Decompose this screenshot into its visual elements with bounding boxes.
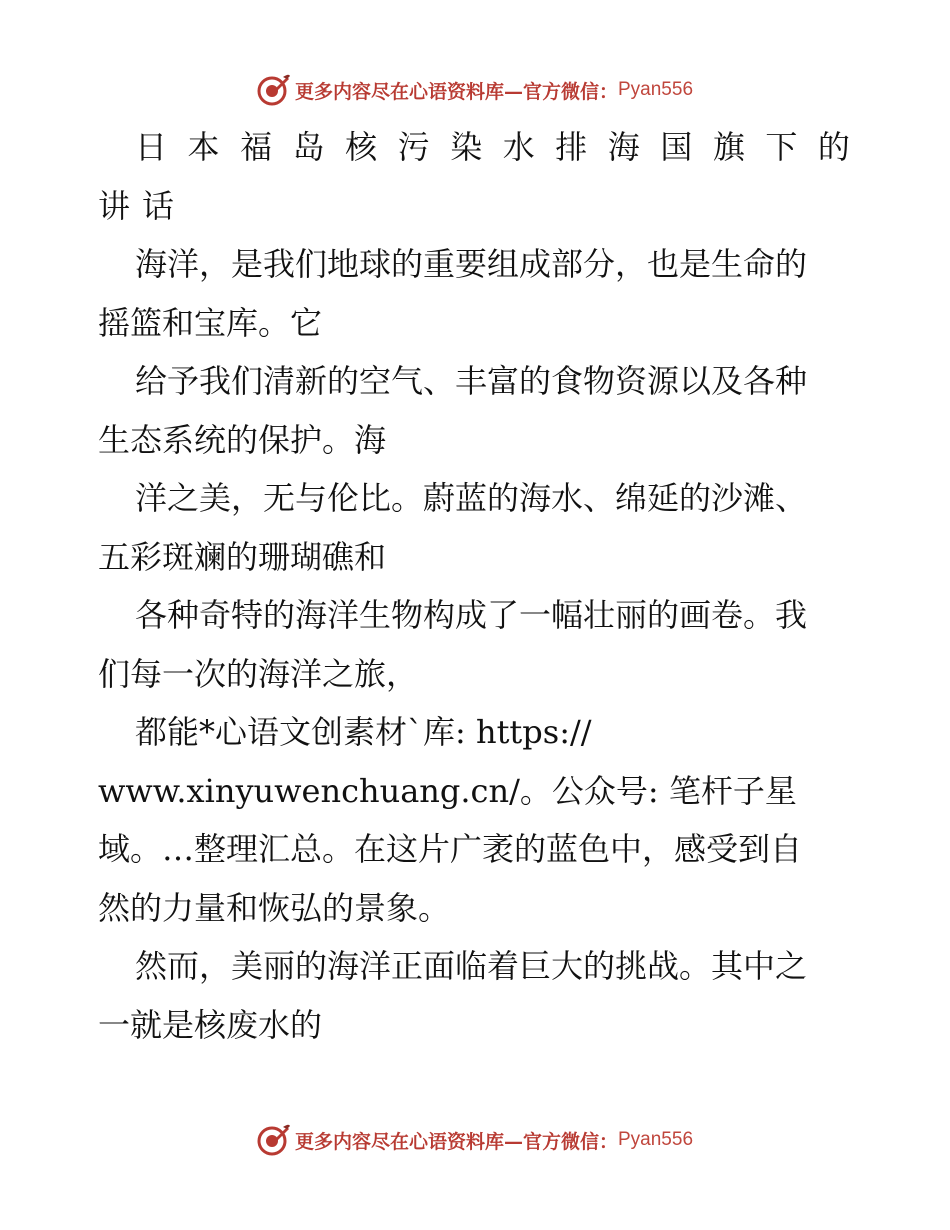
text-line: 各种奇特的海洋生物构成了一幅壮丽的画卷。我 bbox=[135, 596, 808, 634]
text-line: www.xinyuwenchuang.cn/。公众号: 笔杆子星 bbox=[98, 771, 797, 810]
text-line: 一就是核废水的 bbox=[98, 1005, 323, 1044]
header-banner bbox=[0, 70, 950, 110]
title-char: 核 bbox=[345, 128, 378, 166]
header-banner-text: 更多内容尽在心语资料库—官方微信： bbox=[294, 80, 618, 103]
title-char: 的 bbox=[817, 128, 850, 166]
footer-banner-id: Pyan556 bbox=[618, 1129, 694, 1150]
quill-seal-icon bbox=[257, 1123, 291, 1157]
title-char: 日 bbox=[135, 128, 168, 166]
text-line: 都能*心语文创素材`库: https:// bbox=[135, 713, 592, 751]
title-char: 国 bbox=[660, 128, 693, 166]
document-paragraphs bbox=[98, 235, 858, 1054]
text-line: 域。…整理汇总。在这片广袤的蓝色中，感受到自 bbox=[98, 830, 803, 868]
text-line: 洋之美，无与伦比。蔚蓝的海水、绵延的沙滩、 bbox=[135, 479, 808, 517]
quill-seal-icon bbox=[257, 73, 291, 107]
title-char: 海 bbox=[607, 128, 640, 166]
title-char: 下 bbox=[765, 128, 798, 166]
text-line: 生态系统的保护。海 bbox=[98, 420, 387, 459]
footer-banner-text: 更多内容尽在心语资料库—官方微信： bbox=[294, 1130, 618, 1153]
document-title-line2: 讲话 bbox=[98, 186, 187, 225]
title-char: 本 bbox=[187, 128, 220, 166]
document-body bbox=[98, 118, 858, 1054]
title-char: 染 bbox=[450, 128, 483, 166]
footer-banner bbox=[0, 1120, 950, 1160]
title-char: 岛 bbox=[292, 128, 325, 166]
title-char: 排 bbox=[555, 128, 588, 166]
text-line: 给予我们清新的空气、丰富的食物资源以及各种 bbox=[135, 362, 808, 400]
text-line: 们每一次的海洋之旅， bbox=[98, 654, 419, 693]
document-title-line1 bbox=[98, 118, 858, 177]
title-char: 水 bbox=[502, 128, 535, 166]
text-line: 摇篮和宝库。它 bbox=[98, 303, 323, 342]
text-line: 五彩斑斓的珊瑚礁和 bbox=[98, 537, 387, 576]
title-char: 污 bbox=[397, 128, 430, 166]
text-line: 海洋，是我们地球的重要组成部分，也是生命的 bbox=[135, 245, 808, 283]
title-char: 福 bbox=[240, 128, 273, 166]
header-banner-id: Pyan556 bbox=[618, 79, 694, 100]
title-char: 旗 bbox=[712, 128, 745, 166]
text-line: 然而，美丽的海洋正面临着巨大的挑战。其中之 bbox=[135, 947, 808, 985]
text-line: 然的力量和恢弘的景象。 bbox=[98, 888, 451, 927]
